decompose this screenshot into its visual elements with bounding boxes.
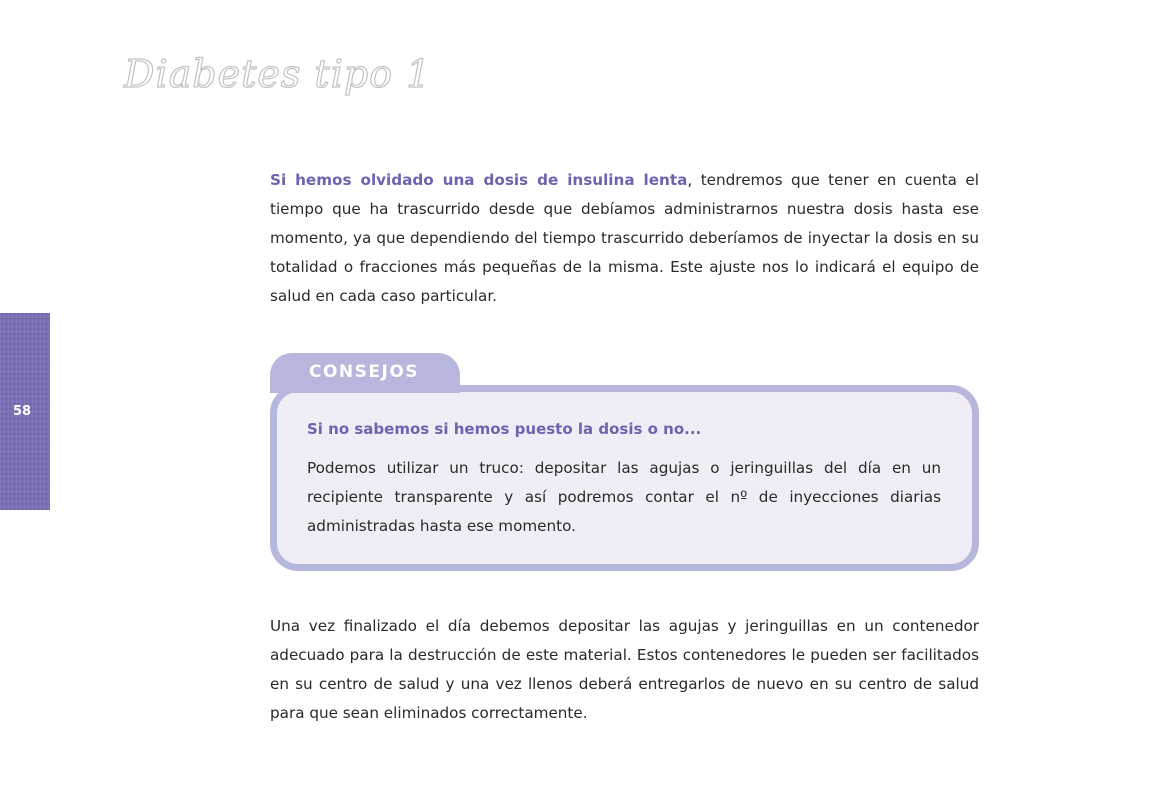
paragraph-lead-text: Si hemos olvidado una dosis de insulina lenta (270, 171, 688, 189)
paragraph-body-text: , tendremos que tener en cuenta el tiempo que ha trascurrido desde que debíamos administrarnos nuestra dosis hasta ese momento, ya que dependiendo del tiempo trascurrido deberíamos de inyectar la dosis en su totalidad o fracciones más pequeñas de la misma. Este ajuste nos lo indicará el equipo de salud en cada caso particular. (270, 171, 979, 305)
consejos-title: Si no sabemos si hemos puesto la dosis o no... (307, 420, 702, 438)
page-number: 58 (13, 404, 32, 419)
page-header-title: Diabetes tipo 1 (124, 52, 432, 96)
paragraph-disposal: Una vez finalizado el día debemos depositar las agujas y jeringuillas en un contenedor adecuado para la destrucción de este material. Estos contenedores le pueden ser facilitados en su centro de salud y una vez llenos deberá entregarlos de nuevo en su centro de salud para que sean eliminados correctamente. (270, 617, 979, 722)
consejos-text: Podemos utilizar un truco: depositar las agujas o jeringuillas del día en un recipiente transparente y así podremos contar el nº de inyecciones diarias administradas hasta ese momento. (307, 459, 941, 535)
paragraph-missed-dose (270, 166, 979, 311)
consejos-label: CONSEJOS (309, 362, 420, 382)
